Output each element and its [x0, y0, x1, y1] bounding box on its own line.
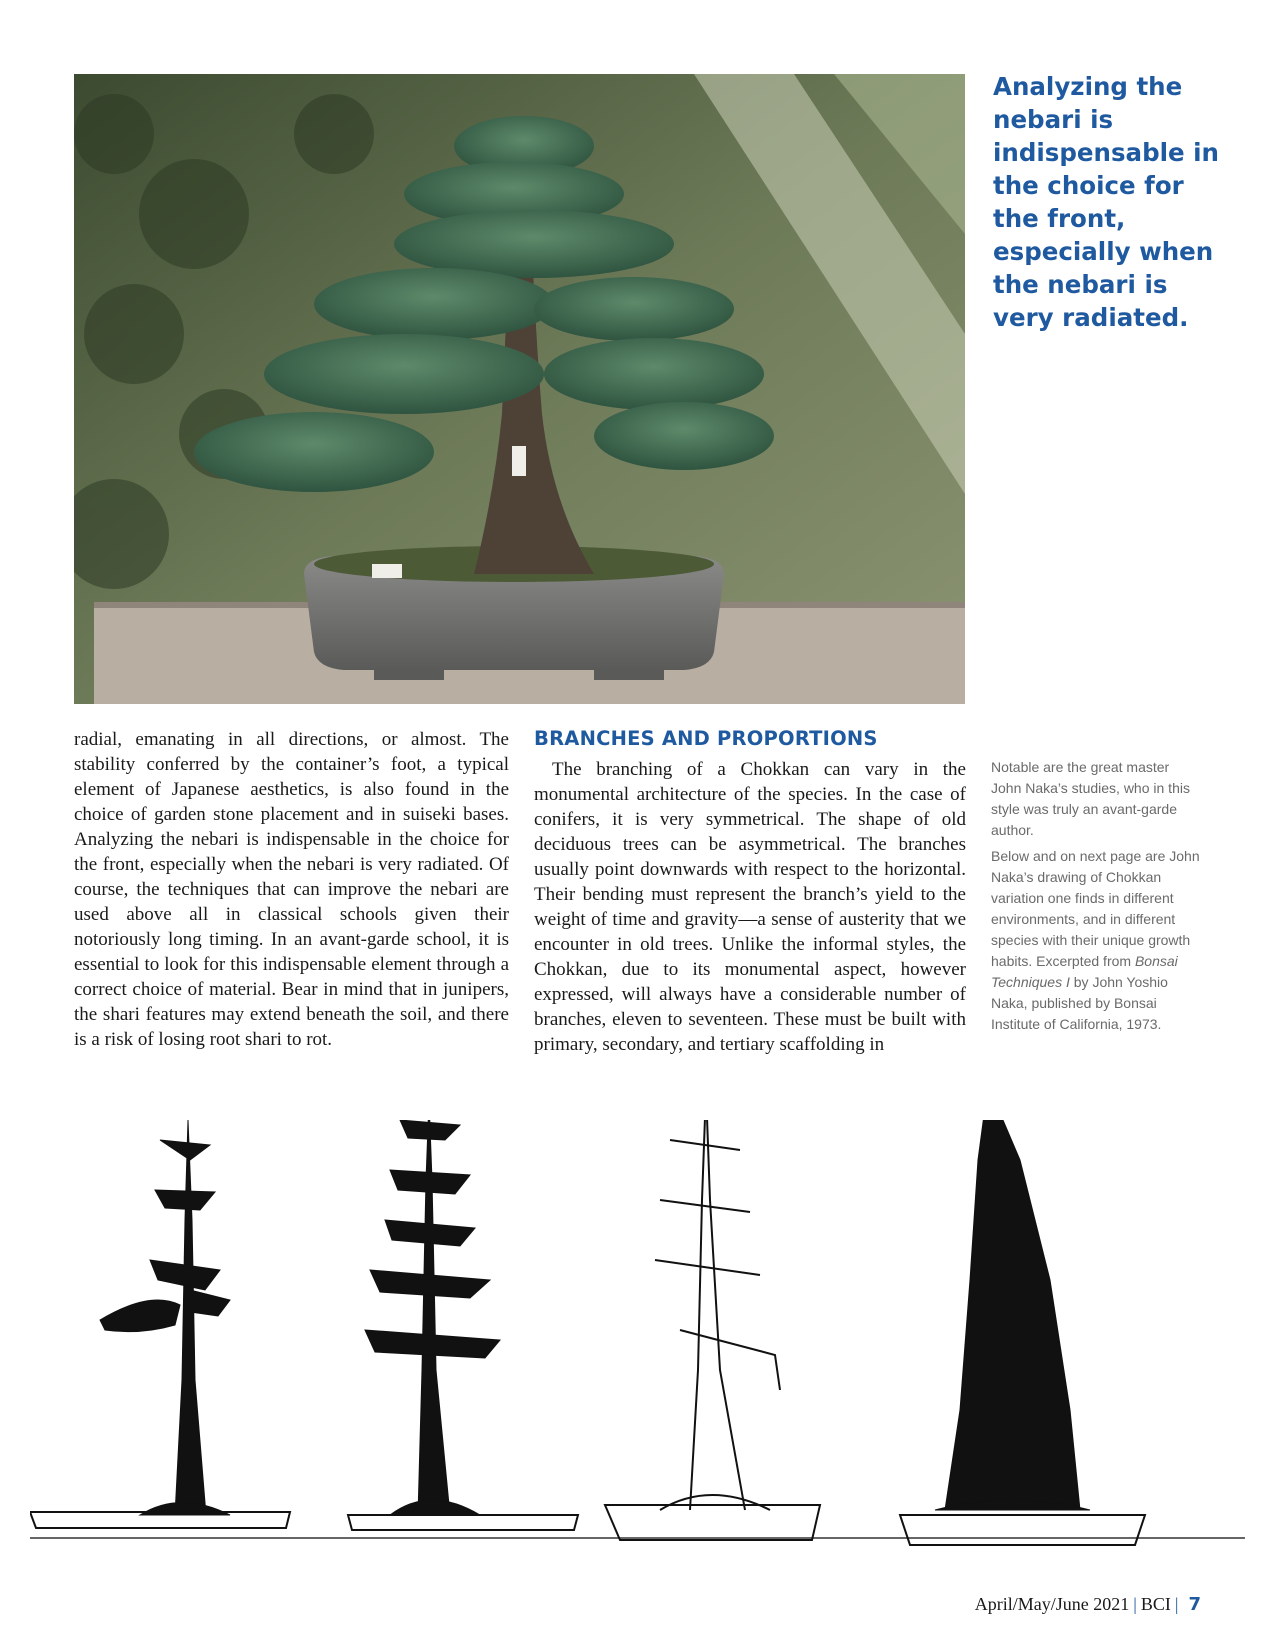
- page-number: 7: [1188, 1594, 1201, 1615]
- footer-separator: |: [1174, 1594, 1179, 1614]
- sidebar-text-a: Below and on next page are John Naka’s drawing of Chokkan variation one finds in different environments, and in different species with their unique growth habits. Excerpted from: [991, 848, 1200, 969]
- footer-separator: |: [1133, 1594, 1137, 1614]
- chokkan-drawings: [30, 1120, 1245, 1570]
- sidebar-text-b: by John Yoshio Naka, published by Bonsai Institute of California, 1973.: [991, 974, 1168, 1032]
- body-column-2: The branching of a Chokkan can vary in the monumental architecture of the species. In the case of conifers, it is very symmetrical. The shape of old deciduous trees can be asymmetrical. The branches usually point downwards with respect to the horizontal. Their bending must represent the branch’s yield to the weight of time and gravity—a sense of austerity that we encounter in old trees. Unlike the informal styles, the Chokkan, due to its monumental aspect, however expressed, will always have a considerable number of branches, eleven to seventeen. These must be built with primary, secondary, and tertiary scaffolding in: [534, 759, 966, 1055]
- body-column-1: radial, emanating in all directions, or almost. The stability conferred by the container’s foot, a typical element of Japanese aesthetics, is also found in the choice of garden stone placement and in suiseki bases. Analyzing the nebari is indispensable in the choice for the front, especially when the nebari is very radiated. Of course, the techniques that can improve the nebari are used above all in classical schools given their notoriously long timing. In an avant-garde school, it is essential to look for this indispensable element through a correct choice of material. Bear in mind that in junipers, the shari features may extend beneath the soil, and there is a risk of losing root shari to rot.: [74, 729, 509, 1050]
- tree-drawing-2: [348, 1120, 578, 1530]
- magazine-name: BCI: [1140, 1594, 1171, 1614]
- section-heading: BRANCHES AND PROPORTIONS: [534, 727, 878, 750]
- issue-date: April/May/June 2021: [974, 1594, 1130, 1614]
- tree-drawing-3: [605, 1120, 820, 1540]
- bonsai-photo-art: [74, 74, 965, 704]
- sidebar-paragraph-1: Notable are the great master John Naka’s studies, who in this style was truly an avant-garde author.: [991, 759, 1190, 838]
- sidebar-paragraph-2: [991, 846, 1201, 1035]
- tree-drawing-1: [30, 1120, 290, 1528]
- page-footer: [975, 1594, 1201, 1615]
- sidebar-caption: [991, 757, 1201, 1040]
- bonsai-photo: [74, 74, 965, 704]
- book-title: Bonsai Techniques I: [991, 953, 1178, 990]
- pull-quote: Analyzing the nebari is indispensable in the choice for the front, especially when the nebari is very radiated.: [993, 72, 1219, 332]
- tree-drawing-4: [900, 1120, 1145, 1545]
